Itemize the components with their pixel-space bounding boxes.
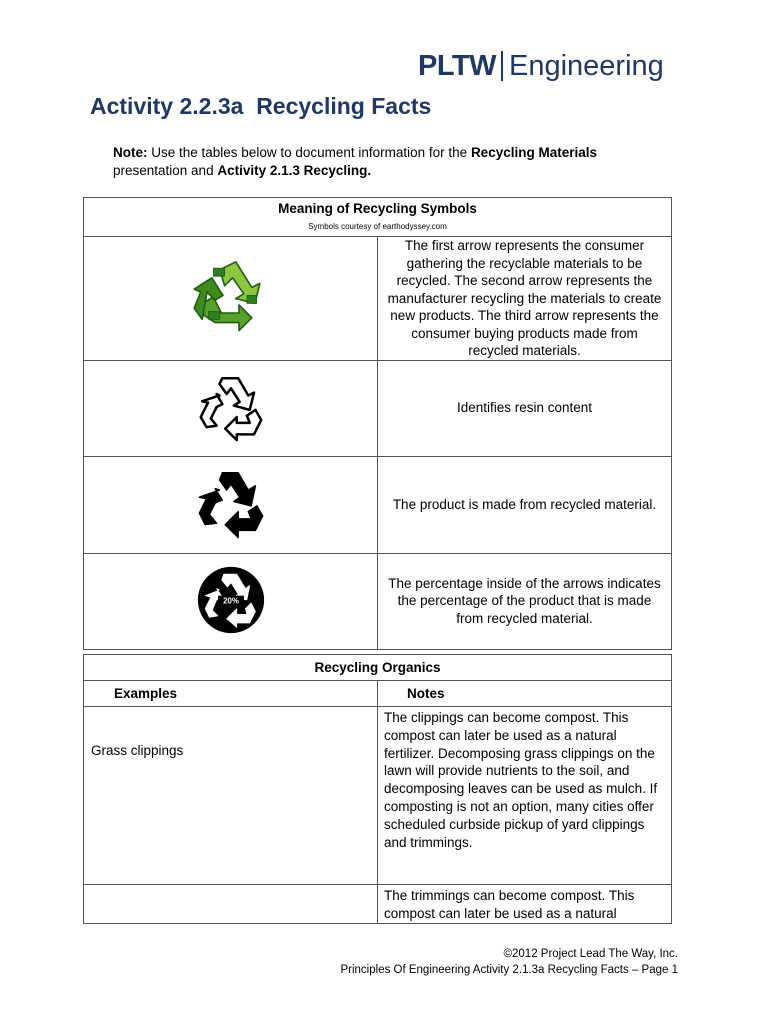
symbol-description: The product is made from recycled material. xyxy=(378,456,672,553)
recycled-percentage-icon xyxy=(195,564,267,636)
recycling-symbols-table xyxy=(83,197,672,650)
footer-page-info: Principles Of Engineering Activity 2.1.3a Recycling Facts – Page 1 xyxy=(340,964,678,976)
recycling-organics-table xyxy=(83,654,672,924)
logo-engineering: Engineering xyxy=(509,49,664,82)
percentage-label: 20% xyxy=(222,596,239,606)
symbol-icon-cell xyxy=(84,553,378,649)
column-header-notes: Notes xyxy=(378,681,672,707)
note-bold-1: Recycling Materials xyxy=(470,145,597,160)
organics-row xyxy=(84,707,672,885)
column-header-examples: Examples xyxy=(84,681,378,707)
symbols-credit: Symbols courtesy of earthodyssey.com xyxy=(308,222,447,231)
organics-row xyxy=(84,885,672,924)
symbol-row xyxy=(84,456,672,553)
note-bold-2: Activity 2.1.3 Recycling. xyxy=(217,163,372,178)
logo-divider xyxy=(501,51,503,81)
note-text-1: Use the tables below to document information for the xyxy=(147,145,471,160)
example-cell: Grass clippings xyxy=(84,707,378,885)
logo-pltw: PLTW xyxy=(418,49,496,82)
notes-cell: The clippings can become compost. This compost can later be used as a natural fertilizer. Decomposing grass clippings on the lawn will provide nutrients to the soil, and decomposing leaves can be used as mulch. If composting is not an option, many cities offer scheduled curbside pickup of yard clippings and trimmings. xyxy=(378,707,672,885)
symbol-description: Identifies resin content xyxy=(378,360,672,456)
symbol-description: The percentage inside of the arrows indicates the percentage of the product that is made from recycled material. xyxy=(378,553,672,649)
page-footer xyxy=(340,946,678,978)
symbol-icon-cell xyxy=(84,360,378,456)
note-label: Note: xyxy=(113,145,148,160)
page-title: Activity 2.2.3a Recycling Facts xyxy=(90,93,432,119)
symbol-row xyxy=(84,553,672,649)
notes-cell: The trimmings can become compost. This compost can later be used as a natural xyxy=(378,885,672,924)
symbol-icon-cell xyxy=(84,456,378,553)
symbol-icon-cell xyxy=(84,237,378,361)
recycling-arrows-green-icon xyxy=(191,257,271,337)
note-paragraph xyxy=(113,144,673,180)
symbol-description: The first arrow represents the consumer gathering the recyclable materials to be recycled. The second arrow represents the manufacturer recycling the materials to create new products. The third arrow represents the consumer buying products made from recycled materials. xyxy=(378,237,672,361)
symbols-table-title: Meaning of Recycling Symbols xyxy=(278,201,477,216)
recycling-arrows-solid-icon xyxy=(195,467,267,539)
recycling-arrows-outline-icon xyxy=(195,371,267,443)
organics-table-title: Recycling Organics xyxy=(84,655,672,681)
symbols-table-header xyxy=(84,198,672,237)
symbol-row xyxy=(84,360,672,456)
symbol-row xyxy=(84,237,672,361)
pltw-engineering-logo xyxy=(418,48,664,84)
example-cell xyxy=(84,885,378,924)
note-text-2: presentation and xyxy=(113,163,218,178)
footer-copyright: ©2012 Project Lead The Way, Inc. xyxy=(503,948,678,960)
